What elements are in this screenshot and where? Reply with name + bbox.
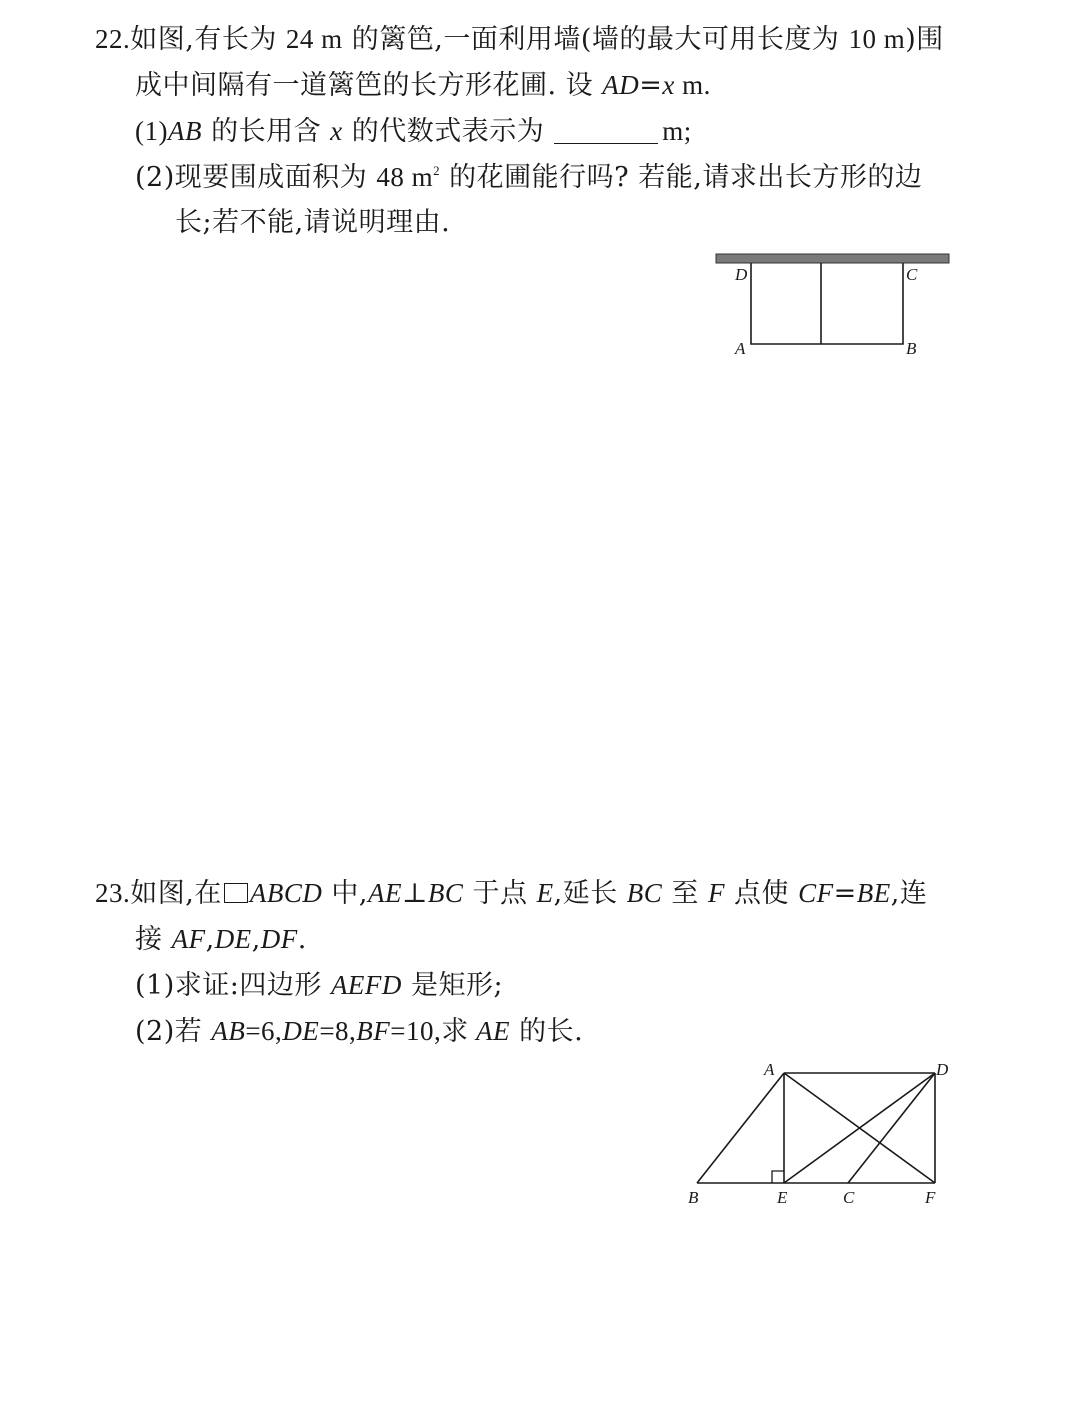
q22-unit: m;: [662, 116, 692, 146]
q23-text: 接: [135, 924, 172, 955]
q23-text: ,: [251, 924, 261, 955]
q23-text: ,: [205, 924, 215, 955]
q22-text: 的代数式表示为: [342, 116, 545, 147]
q22-value: 24 m: [285, 24, 343, 54]
q23-variable: E: [536, 878, 554, 908]
q23-variable: DE: [282, 1016, 320, 1046]
q22-text: (2)现要围成面积为: [135, 162, 377, 193]
q22-superscript: 2: [433, 163, 441, 178]
q23-variable: AF: [171, 924, 206, 954]
q23-text: 如图,在: [130, 878, 222, 909]
label-C: C: [906, 265, 918, 284]
q22-part-2: [135, 160, 922, 195]
q22-text: 的篱笆,一面利用墙(墙的最大可用长度为: [342, 24, 849, 55]
q22-text: 如图,有长为: [130, 24, 286, 55]
q22-text: 的长用含: [201, 116, 331, 147]
q23-value: =10,求: [390, 1016, 477, 1046]
label-A: A: [764, 1060, 775, 1079]
label-B: B: [688, 1188, 699, 1207]
q23-text: (2)若: [135, 1016, 212, 1047]
q23-text: 是矩形;: [401, 970, 504, 1001]
q22-value: 10 m: [848, 24, 906, 54]
label-C: C: [843, 1188, 855, 1207]
label-A: A: [735, 339, 746, 358]
q22-variable: x: [662, 70, 675, 100]
q23-equals: =: [833, 878, 857, 909]
q23-variable: BF: [356, 1016, 391, 1046]
q23-part-1: [135, 968, 503, 1003]
garden-outline: [751, 263, 903, 344]
right-angle-mark: [772, 1171, 784, 1183]
q22-text: 的花圃能行吗? 若能,请求出长方形的边: [440, 162, 923, 193]
q23-variable: AEFD: [330, 970, 402, 1000]
label-B: B: [906, 339, 917, 358]
q23-text: 于点: [463, 878, 537, 909]
q22-equals: =: [639, 70, 663, 101]
q23-variable: BC: [626, 878, 663, 908]
q22-text: 长;若不能,请说明理由.: [175, 207, 451, 238]
q23-variable: ABCD: [249, 878, 323, 908]
q23-line-2: [135, 922, 307, 957]
q23-text: .: [297, 924, 307, 955]
q23-text: 中,: [322, 878, 369, 909]
segment-DC: [848, 1073, 935, 1183]
q23-text: (1)求证:四边形: [135, 970, 331, 1001]
q23-text: 的长.: [510, 1016, 584, 1047]
perpendicular-symbol: ⊥: [402, 878, 428, 909]
q23-variable: DF: [260, 924, 298, 954]
q22-part-2-cont: [175, 206, 450, 240]
wall: [716, 254, 949, 263]
q23-variable: AE: [368, 878, 403, 908]
q23-variable: F: [707, 878, 725, 908]
q23-line-1: [95, 876, 927, 911]
q23-variable: AE: [476, 1016, 511, 1046]
q23-text: 至: [662, 878, 708, 909]
q22-variable: x: [330, 116, 343, 146]
q22-variable: AD: [602, 70, 640, 100]
label-E: E: [777, 1188, 788, 1207]
label-D: D: [936, 1060, 949, 1079]
q22-figure: [700, 245, 960, 365]
q23-variable: AB: [211, 1016, 246, 1046]
q22-variable: AB: [167, 116, 202, 146]
q22-line-2: [135, 68, 711, 103]
q23-value: =8,: [319, 1016, 357, 1046]
label-F: F: [925, 1188, 936, 1207]
q23-text: ,连: [890, 878, 928, 909]
q22-line-1: [95, 22, 944, 57]
segment-AB: [697, 1073, 784, 1183]
q22-number: 22.: [95, 24, 131, 54]
q22-text: )围: [905, 24, 944, 55]
q22-text: 成中间隔有一道篱笆的长方形花圃. 设: [135, 70, 603, 101]
q23-variable: BC: [427, 878, 464, 908]
q23-variable: CF: [798, 878, 834, 908]
label-D: D: [735, 265, 748, 284]
q22-value: 48 m: [376, 162, 434, 192]
q23-text: 点使: [724, 878, 799, 909]
q23-number: 23.: [95, 878, 131, 908]
parallelogram-symbol: [224, 883, 248, 903]
q23-figure: [680, 1055, 970, 1215]
q23-text: ,延长: [553, 878, 627, 909]
q22-part-1: [135, 114, 692, 149]
q23-part-2: [135, 1014, 583, 1049]
q22-unit: m.: [674, 70, 711, 100]
answer-blank[interactable]: [554, 117, 658, 144]
q23-variable: DE: [214, 924, 252, 954]
q23-value: =6,: [245, 1016, 283, 1046]
q22-part-label: (1): [135, 116, 168, 146]
q23-variable: BE: [856, 878, 891, 908]
